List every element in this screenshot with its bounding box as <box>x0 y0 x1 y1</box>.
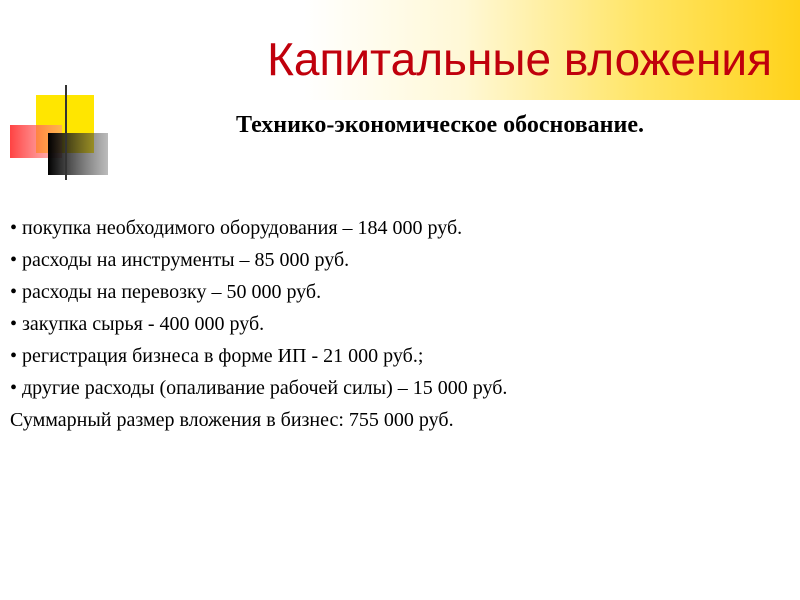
cost-summary: Суммарный размер вложения в бизнес: 755 000 руб. <box>10 409 454 431</box>
cost-item-equipment: • покупка необходимого оборудования – 184 000 руб. <box>10 217 463 239</box>
cost-item-tools: • расходы на инструменты – 85 000 руб. <box>10 249 350 271</box>
cost-item-registration: • регистрация бизнеса в форме ИП - 21 000 руб.; <box>10 345 424 367</box>
black-square <box>48 133 108 175</box>
cost-item-other: • другие расходы (опаливание рабочей силы) – 15 000 руб. <box>10 377 508 399</box>
slide-title: Капитальные вложения <box>267 33 772 85</box>
cost-list <box>10 212 507 436</box>
cost-item-raw-materials: • закупка сырья - 400 000 руб. <box>10 313 265 335</box>
cost-item-transport: • расходы на перевозку – 50 000 руб. <box>10 281 322 303</box>
slide-subtitle: Технико-экономическое обоснование. <box>236 112 644 138</box>
